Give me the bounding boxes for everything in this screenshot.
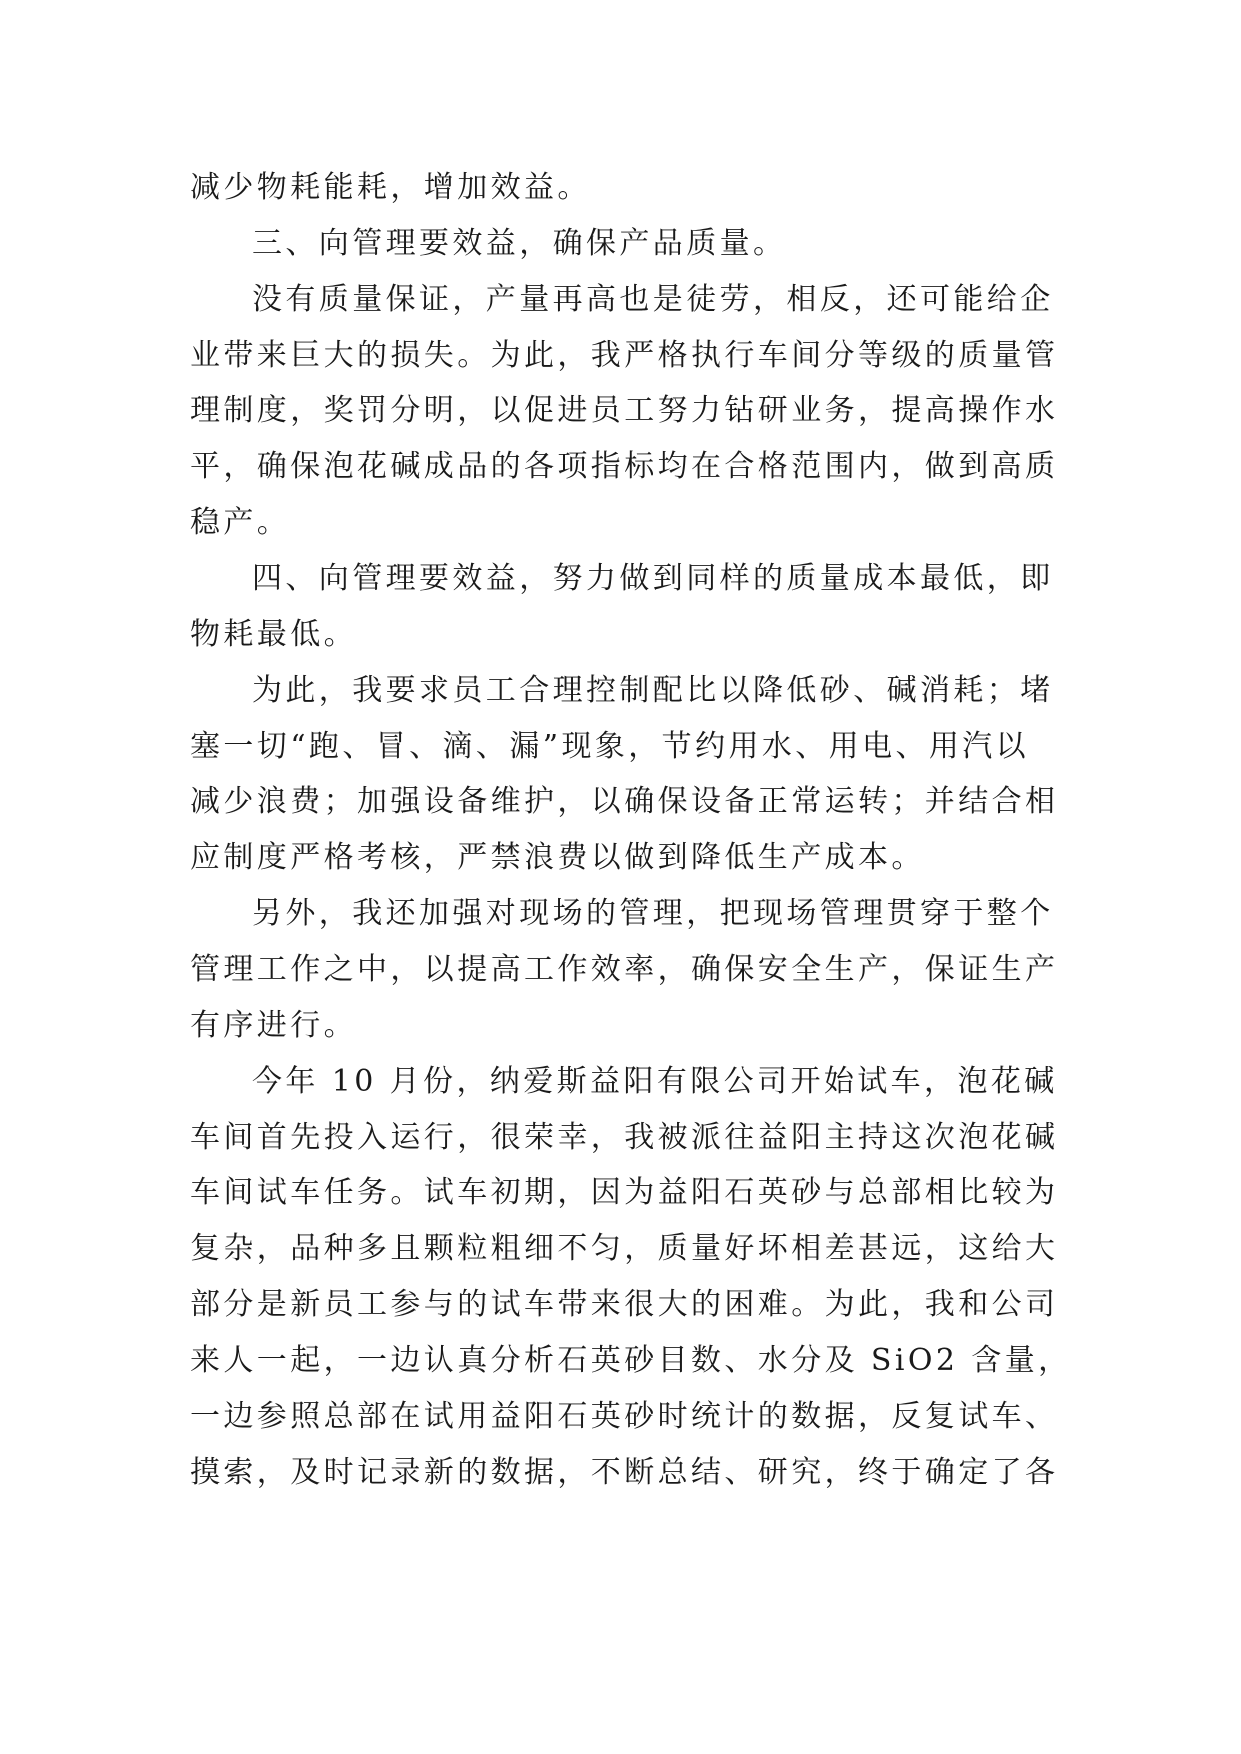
text-line: 减少物耗能耗，增加效益。 [190,170,591,205]
text-line: 摸索，及时记录新的数据，不断总结、研究，终于确定了各 [190,1455,1059,1490]
text-line: 车间试车任务。试车初期，因为益阳石英砂与总部相比较为 [190,1175,1059,1210]
section-heading: 四、向管理要效益，努力做到同样的质量成本最低，即 [252,561,1054,596]
text-line: 复杂，品种多且颗粒粗细不匀，质量好坏相差甚远，这给大 [190,1231,1059,1266]
text-line: 业带来巨大的损失。为此，我严格执行车间分等级的质量管 [190,338,1059,373]
section-heading: 三、向管理要效益，确保产品质量。 [252,226,787,261]
text-line: 物耗最低。 [190,617,357,652]
text-line: 应制度严格考核，严禁浪费以做到降低生产成本。 [190,840,925,875]
text-line: 平，确保泡花碱成品的各项指标均在合格范围内，做到高质 [190,449,1059,484]
text-line: 今年 10 月份，纳爱斯益阳有限公司开始试车，泡花碱 [252,1064,1058,1099]
text-line: 管理工作之中，以提高工作效率，确保安全生产，保证生产 [190,952,1059,987]
text-line: 另外，我还加强对现场的管理，把现场管理贯穿于整个 [252,896,1054,931]
text-line: 部分是新员工参与的试车带来很大的困难。为此，我和公司 [190,1287,1059,1322]
text-line: 减少浪费；加强设备维护，以确保设备正常运转；并结合相 [190,784,1059,819]
text-line: 车间首先投入运行，很荣幸，我被派往益阳主持这次泡花碱 [190,1120,1059,1155]
text-line: 有序进行。 [190,1008,357,1043]
text-line: 一边参照总部在试用益阳石英砂时统计的数据，反复试车、 [190,1399,1059,1434]
text-line: 稳产。 [190,505,291,540]
text-line: 为此，我要求员工合理控制配比以降低砂、碱消耗；堵 [252,673,1054,708]
text-line: 塞一切“跑、冒、滴、漏”现象，节约用水、用电、用汽以 [190,729,1030,764]
text-line: 没有质量保证，产量再高也是徒劳，相反，还可能给企 [252,282,1054,317]
text-line: 来人一起，一边认真分析石英砂目数、水分及 SiO2 含量， [190,1343,1072,1378]
text-line: 理制度，奖罚分明，以促进员工努力钻研业务，提高操作水 [190,393,1059,428]
